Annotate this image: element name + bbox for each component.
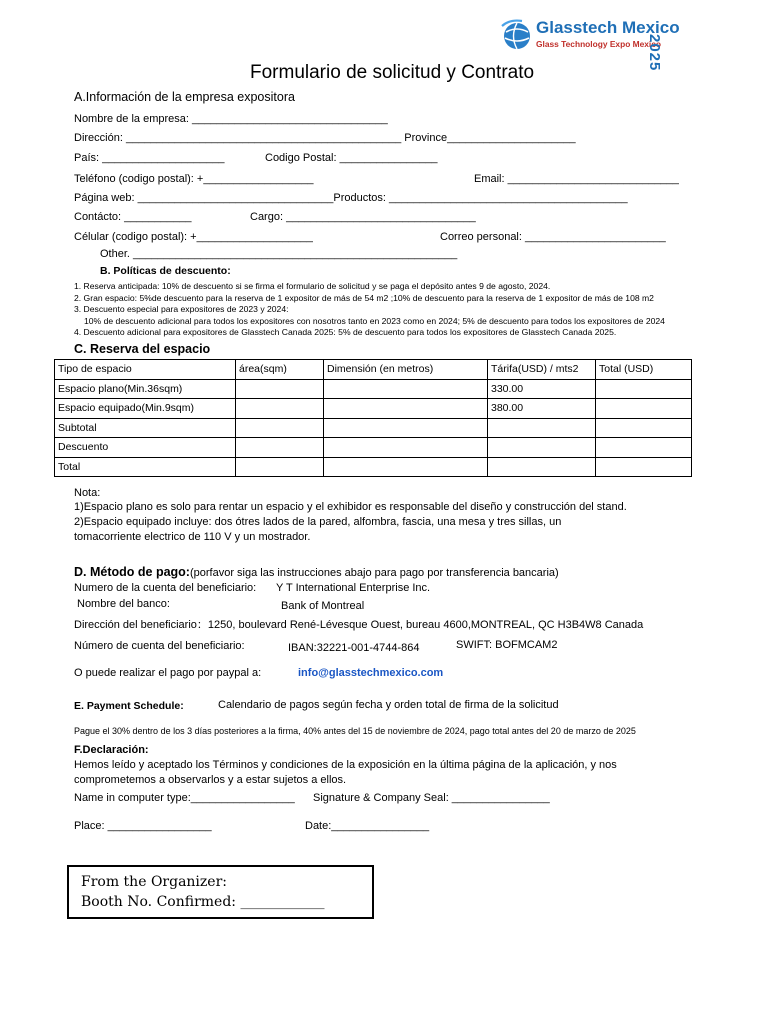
field-date[interactable]: Date:________________ xyxy=(305,820,430,832)
cell-dimension[interactable] xyxy=(324,379,488,399)
direccion-label: Dirección del beneficiario： xyxy=(74,619,208,631)
cell-area[interactable] xyxy=(236,438,324,458)
cell-tipo: Espacio equipado(Min.9sqm) xyxy=(55,399,236,419)
field-contacto[interactable]: Contácto: ___________ xyxy=(74,211,192,223)
cell-tipo: Espacio plano(Min.36sqm) xyxy=(55,379,236,399)
table-row xyxy=(55,418,692,438)
table-row xyxy=(55,438,692,458)
discount-item: 3. Descuento especial para expositores de 2023 y 2024: xyxy=(74,304,289,314)
paypal-email-link[interactable]: info@glasstechmexico.com xyxy=(298,667,444,679)
field-email[interactable]: Email: ____________________________ xyxy=(474,173,679,185)
beneficiario-value: Y T International Enterprise Inc. xyxy=(276,582,431,594)
cell-dimension[interactable] xyxy=(324,438,488,458)
nota-line: 2)Espacio equipado incluye: dos ótres lados de la pared, alfombra, fascia, una mesa y tres sillas, un xyxy=(74,516,562,528)
cell-tipo: Total xyxy=(55,457,236,477)
header-area: área(sqm) xyxy=(236,360,324,380)
cell-area[interactable] xyxy=(236,457,324,477)
declaracion-line: comprometemos a observarlos y a estar sujetos a ellos. xyxy=(74,774,347,786)
organizer-line: From the Organizer: xyxy=(81,874,227,890)
field-name-computer[interactable]: Name in computer type:_________________ xyxy=(74,792,295,804)
organizer-box xyxy=(67,865,374,919)
direccion-beneficiario xyxy=(74,616,643,632)
cell-area[interactable] xyxy=(236,418,324,438)
section-d-note: (porfavor siga las instrucciones abajo para pago por transferencia bancaria) xyxy=(189,567,559,579)
cell-tipo: Subtotal xyxy=(55,418,236,438)
table-row xyxy=(55,457,692,477)
cell-area[interactable] xyxy=(236,399,324,419)
cell-tarifa[interactable] xyxy=(488,418,596,438)
section-d-heading-line xyxy=(74,563,559,581)
beneficiario-label: Numero de la cuenta del beneficiario: xyxy=(74,582,257,594)
cell-tarifa[interactable] xyxy=(488,438,596,458)
table-row xyxy=(55,399,692,419)
cell-total[interactable] xyxy=(596,457,692,477)
nota-line: 1)Espacio plano es solo para rentar un espacio y el exhibidor es responsable del diseño y construcción del stand. xyxy=(74,501,627,513)
cell-area[interactable] xyxy=(236,379,324,399)
cell-total[interactable] xyxy=(596,418,692,438)
header-tarifa: Tárifa(USD) / mts2 xyxy=(488,360,596,380)
header-dimension: Dimensión (en metros) xyxy=(324,360,488,380)
logo-name: Glasstech Mexico xyxy=(536,18,680,37)
section-c-heading: C. Reserva del espacio xyxy=(74,342,211,356)
field-pagina-web[interactable]: Página web: ________________________________Productos: _______________________________________ xyxy=(74,192,628,204)
discount-item: 1. Reserva anticipada: 10% de descuento si se firma el formulario de solicitud y se paga el depósito antes 9 de agosto, 2024. xyxy=(74,281,551,291)
field-empresa[interactable]: Nombre de la empresa: ________________________________ xyxy=(74,113,388,125)
section-d-heading: D. Método de pago: xyxy=(74,565,190,579)
globe-icon xyxy=(500,18,534,52)
banco-value: Bank of Montreal xyxy=(281,600,365,612)
cell-total[interactable] xyxy=(596,438,692,458)
form-title: Formulario de solicitud y Contrato xyxy=(250,62,535,83)
declaracion-line: Hemos leído y aceptado los Términos y condiciones de la exposición en la última página de la aplicación, y nos xyxy=(74,759,617,771)
field-correo[interactable]: Correo personal: _______________________ xyxy=(440,231,666,243)
paypal-label: O puede realizar el pago por paypal a: xyxy=(74,667,262,679)
table-header-row xyxy=(55,360,692,380)
cell-dimension[interactable] xyxy=(324,457,488,477)
table-row xyxy=(55,379,692,399)
field-direccion[interactable]: Dirección: _____________________________________________ Province_____________________ xyxy=(74,132,576,144)
section-e-heading: E. Payment Schedule: xyxy=(74,700,184,712)
cell-total[interactable] xyxy=(596,379,692,399)
field-place[interactable]: Place: _________________ xyxy=(74,820,212,832)
nota-label: Nota: xyxy=(74,487,101,499)
field-telefono[interactable]: Teléfono (codigo postal): +__________________ xyxy=(74,173,314,185)
field-codigo-postal[interactable]: Codigo Postal: ________________ xyxy=(265,152,438,164)
field-cargo[interactable]: Cargo: _______________________________ xyxy=(250,211,476,223)
header-total: Total (USD) xyxy=(596,360,692,380)
cell-total[interactable] xyxy=(596,399,692,419)
field-celular[interactable]: Célular (codigo postal): +___________________ xyxy=(74,231,313,243)
section-b-heading: B. Políticas de descuento: xyxy=(100,265,231,277)
cell-tarifa: 380.00 xyxy=(488,399,596,419)
cell-tipo: Descuento xyxy=(55,438,236,458)
section-e-subheading: Calendario de pagos según fecha y orden total de firma de la solicitud xyxy=(218,699,559,711)
cell-tarifa[interactable] xyxy=(488,457,596,477)
field-other[interactable]: Other. _____________________________________________________ xyxy=(100,248,458,260)
glasstech-logo xyxy=(500,16,700,72)
field-pais[interactable]: País: ____________________ xyxy=(74,152,225,164)
booth-confirmed-field[interactable]: Booth No. Confirmed: ____________ xyxy=(81,894,325,910)
payment-schedule-text: Pague el 30% dentro de los 3 días posteriores a la firma, 40% antes del 15 de noviembre de 2024, pago total antes del 20 de marzo de 2025 xyxy=(74,726,636,736)
cell-tarifa: 330.00 xyxy=(488,379,596,399)
cuenta-label: Número de cuenta del beneficiario: xyxy=(74,640,245,652)
logo-tagline: Glass Technology Expo Mexico xyxy=(536,39,662,49)
direccion-value: 1250, boulevard René-Lévesque Ouest, bureau 4600,MONTREAL, QC H3B4W8 Canada xyxy=(207,619,644,631)
section-a-heading: A.Información de la empresa expositora xyxy=(74,90,295,104)
discount-item: 2. Gran espacio: 5%de descuento para la reserva de 1 expositor de más de 54 m2 ;10% de descuento para la reserva de 1 expositor de más de 108 m2 xyxy=(74,293,654,303)
discount-item: 10% de descuento adicional para todos los expositores con nosotros tanto en 2023 como en 2024; 5% de descuento para todos los expositores de 2024 xyxy=(84,316,665,326)
logo-year: 2025 xyxy=(646,34,663,72)
cell-dimension[interactable] xyxy=(324,418,488,438)
discount-item: 4. Descuento adicional para expositores de Glasstech Canada 2025: 5% de descuento para todos los expositores de Glasstech Canada 2025. xyxy=(74,327,617,337)
nota-line: tomacorriente electrico de 110 V y un mostrador. xyxy=(74,531,311,543)
field-signature[interactable]: Signature & Company Seal: ________________ xyxy=(313,792,550,804)
cell-dimension[interactable] xyxy=(324,399,488,419)
header-tipo: Tipo de espacio xyxy=(55,360,236,380)
iban-value: IBAN:32221-001-4744-864 xyxy=(288,642,420,654)
section-f-heading: F.Declaración: xyxy=(74,744,149,756)
banco-label: Nombre del banco: xyxy=(77,598,170,610)
reservation-table xyxy=(54,359,692,477)
swift-value: SWIFT: BOFMCAM2 xyxy=(456,639,558,651)
